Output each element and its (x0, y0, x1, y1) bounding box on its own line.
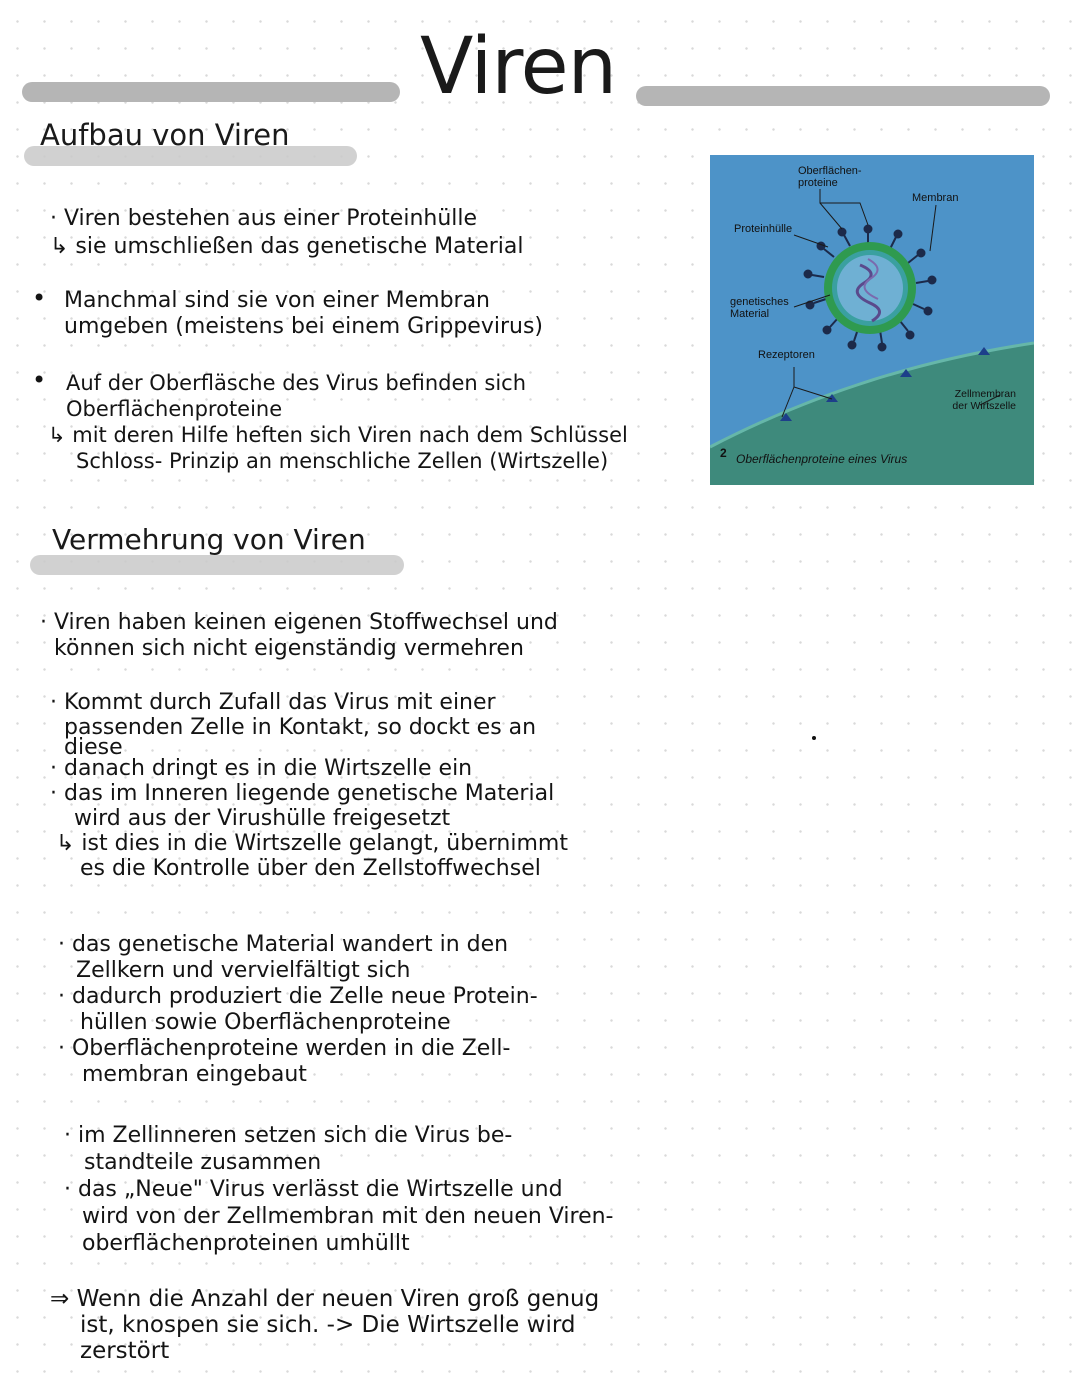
note-line: · das genetische Material wandert in den (58, 932, 509, 957)
note-line: zerstört (80, 1338, 170, 1364)
note-line: ist, knospen sie sich. -> Die Wirtszelle wird (80, 1312, 576, 1338)
note-line: · Oberflächenproteine werden in die Zell- (58, 1036, 511, 1061)
note-line: ↳ mit deren Hilfe heften sich Viren nach dem Schlüssel (48, 423, 628, 447)
note-line: · danach dringt es in die Wirtszelle ein (50, 756, 473, 781)
note-conclusion (50, 1286, 599, 1364)
label-receptors: Rezeptoren (758, 349, 815, 361)
note-line: · das im Inneren liegende genetische Material (50, 781, 555, 806)
bullet-point: • (32, 284, 47, 312)
note-line: ⇒ Wenn die Anzahl der neuen Viren groß genug (50, 1286, 600, 1312)
figure-caption: Oberflächenproteine eines Virus (736, 452, 908, 466)
note-line: Zellkern und vervielfältigt sich (76, 958, 411, 983)
page-title: Viren (420, 22, 617, 112)
label-surface-proteins: Oberflächen-proteine (798, 165, 862, 189)
note-line: · das „Neue" Virus verlässt die Wirtszelle und (64, 1177, 563, 1202)
note-line: · Kommt durch Zufall das Virus mit einer (50, 690, 496, 715)
caption-number: 2 (720, 446, 727, 460)
heading-highlight-vermehrung (30, 555, 404, 575)
heading-vermehrung: Vermehrung von Viren (52, 523, 366, 556)
heading-aufbau: Aufbau von Viren (40, 118, 290, 152)
title-decoration-right (636, 86, 1050, 106)
note-line: es die Kontrolle über den Zellstoffwechsel (80, 856, 541, 881)
note-aufbau-3 (48, 370, 628, 474)
note-line: können sich nicht eigenständig vermehren (54, 636, 524, 661)
note-vermehrung-1 (40, 610, 558, 662)
virus-inner (837, 255, 903, 321)
label-membrane: Membran (912, 192, 959, 204)
note-vermehrung-3 (58, 932, 538, 1088)
label-genetic-material: genetisches Material (730, 296, 789, 320)
note-line: Manchmal sind sie von einer Membran (64, 288, 491, 313)
note-line: Auf der Oberfläsche des Virus befinden sich (66, 371, 527, 395)
bullet-point: • (32, 366, 47, 394)
note-line: · Viren haben keinen eigenen Stoffwechsel und (40, 610, 558, 635)
note-line: hüllen sowie Oberflächenproteine (80, 1010, 451, 1035)
note-line: Oberflächenproteine (66, 397, 283, 421)
note-vermehrung-2 (50, 690, 568, 881)
note-line: · im Zellinneren setzen sich die Virus be- (64, 1123, 513, 1148)
note-line: ↳ ist dies in die Wirtszelle gelangt, übernimmt (56, 831, 568, 856)
note-line: umgeben (meistens bei einem Grippevirus) (64, 314, 543, 339)
note-line: membran eingebaut (82, 1062, 307, 1087)
note-line: · Viren bestehen aus einer Proteinhülle (50, 206, 478, 231)
note-aufbau-1 (50, 206, 524, 260)
stray-ink-dot (812, 736, 816, 740)
note-vermehrung-4 (64, 1122, 613, 1257)
note-line: ↳ sie umschließen das genetische Material (50, 234, 524, 259)
note-line: oberflächenproteinen umhüllt (82, 1231, 410, 1256)
note-line: diese (64, 735, 123, 760)
note-line: standteile zusammen (84, 1150, 322, 1175)
note-aufbau-2 (64, 288, 543, 340)
label-host-membrane: Zellmembran der Wirtszelle (952, 388, 1016, 412)
note-line: · dadurch produziert die Zelle neue Protein- (58, 984, 538, 1009)
note-line: passenden Zelle in Kontakt, so dockt es an (64, 715, 537, 740)
note-line: wird von der Zellmembran mit den neuen Viren- (82, 1204, 614, 1229)
label-protein-shell: Proteinhülle (734, 223, 793, 235)
virus-diagram (710, 155, 1034, 485)
title-decoration-left (22, 82, 400, 102)
note-line: Schloss- Prinzip an menschliche Zellen (Wirtszelle) (76, 449, 609, 473)
note-line: wird aus der Virushülle freigesetzt (74, 806, 451, 831)
